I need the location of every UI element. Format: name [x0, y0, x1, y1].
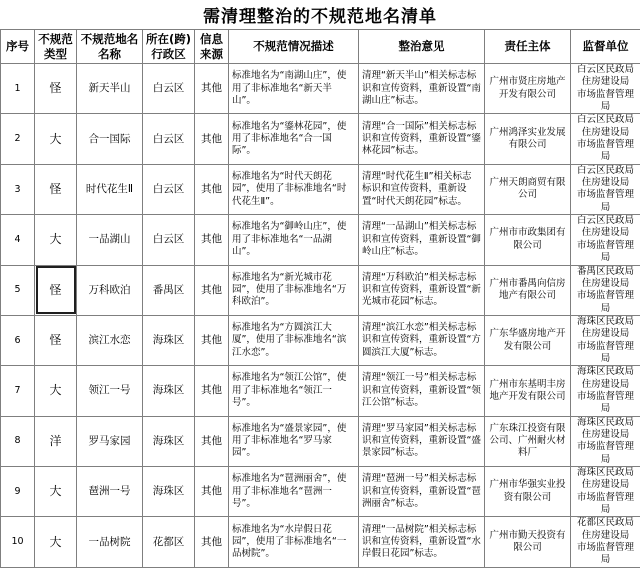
- supervisor-line: 住房建设局: [573, 530, 638, 542]
- supervisor-line: 市场监督管理局: [573, 139, 638, 164]
- cell-district[interactable]: 海珠区: [143, 467, 195, 517]
- supervisor-line: 海珠区民政局: [573, 366, 638, 378]
- cell-district[interactable]: 白云区: [143, 64, 195, 114]
- cell-seq[interactable]: 7: [1, 366, 35, 416]
- supervisor-line: 白云区民政局: [573, 114, 638, 126]
- table-row: [1, 517, 640, 567]
- cell-source[interactable]: 其他: [195, 64, 229, 114]
- cell-opinion[interactable]: 清理“琶洲一号”相关标志标识和宣传资料，重新设置“琶洲丽舍”标志。: [359, 467, 485, 517]
- cell-category[interactable]: 大: [35, 366, 77, 416]
- cell-description[interactable]: 标准地名为“鎏林花园”，使用了非标准地名“合一国际”。: [229, 114, 359, 164]
- supervisor-line: 住房建设局: [573, 429, 638, 441]
- cell-description[interactable]: 标准地名为“南湖山庄”，使用了非标准地名“新天半山”。: [229, 64, 359, 114]
- supervisor-line: 市场监督管理局: [573, 240, 638, 265]
- cell-seq[interactable]: 3: [1, 164, 35, 214]
- cell-supervisor[interactable]: [571, 315, 640, 365]
- cell-responsible[interactable]: 广东华盛房地产开发有限公司: [485, 315, 571, 365]
- cell-district[interactable]: 白云区: [143, 114, 195, 164]
- cell-description[interactable]: 标准地名为“时代天朗花园”，使用了非标准地名“时代花生Ⅱ”。: [229, 164, 359, 214]
- cell-name[interactable]: 罗马家园: [77, 416, 143, 466]
- cell-opinion[interactable]: 清理“领江一号”相关标志标识和宣传资料，重新设置“领江公馆”标志。: [359, 366, 485, 416]
- cell-name[interactable]: 万科欧泊: [77, 265, 143, 315]
- header-supervisor[interactable]: 监督单位: [571, 30, 640, 64]
- cell-source[interactable]: 其他: [195, 215, 229, 265]
- cell-source[interactable]: 其他: [195, 366, 229, 416]
- header-source-line2: 来源: [197, 47, 226, 61]
- header-district[interactable]: [143, 30, 195, 64]
- cell-category[interactable]: 怪: [35, 164, 77, 214]
- cell-supervisor[interactable]: [571, 164, 640, 214]
- cell-district[interactable]: 白云区: [143, 164, 195, 214]
- cell-description[interactable]: 标准地名为“水岸假日花园”，使用了非标准地名“一品树院”。: [229, 517, 359, 567]
- cell-name[interactable]: 新天半山: [77, 64, 143, 114]
- table-row: [1, 64, 640, 114]
- header-category[interactable]: [35, 30, 77, 64]
- supervisor-line: 市场监督管理局: [573, 391, 638, 416]
- header-name-line2: 名称: [79, 47, 140, 61]
- table-row: [1, 467, 640, 517]
- cell-source[interactable]: 其他: [195, 265, 229, 315]
- table-row: [1, 265, 640, 315]
- cell-source[interactable]: 其他: [195, 517, 229, 567]
- cell-seq[interactable]: 8: [1, 416, 35, 466]
- cell-supervisor[interactable]: [571, 114, 640, 164]
- cell-description[interactable]: 标准地名为“领江公馆”，使用了非标准地名“领江一号”。: [229, 366, 359, 416]
- cell-responsible[interactable]: 广州市华强实业投资有限公司: [485, 467, 571, 517]
- supervisor-line: 白云区民政局: [573, 215, 638, 227]
- supervisor-line: 海珠区民政局: [573, 417, 638, 429]
- cell-seq[interactable]: 9: [1, 467, 35, 517]
- cell-district[interactable]: 白云区: [143, 215, 195, 265]
- cell-supervisor[interactable]: [571, 467, 640, 517]
- cell-district[interactable]: 海珠区: [143, 366, 195, 416]
- table-row: [1, 416, 640, 466]
- cell-description[interactable]: 标准地名为“方圆滨江大厦”，使用了非标准地名“滨江水恋”。: [229, 315, 359, 365]
- cell-seq[interactable]: 1: [1, 64, 35, 114]
- cell-category[interactable]: 大: [35, 517, 77, 567]
- supervisor-line: 市场监督管理局: [573, 189, 638, 214]
- cell-name[interactable]: 领江一号: [77, 366, 143, 416]
- cell-responsible[interactable]: 广州鸿泽实业发展有限公司: [485, 114, 571, 164]
- header-category-line1: 不规范: [37, 32, 74, 46]
- cell-supervisor[interactable]: [571, 416, 640, 466]
- supervisor-line: 住房建设局: [573, 177, 638, 189]
- table-row: [1, 164, 640, 214]
- table-row: [1, 315, 640, 365]
- cell-name[interactable]: 一品湖山: [77, 215, 143, 265]
- cell-source[interactable]: 其他: [195, 416, 229, 466]
- header-opinion[interactable]: 整治意见: [359, 30, 485, 64]
- header-row: [1, 30, 640, 64]
- supervisor-line: 市场监督管理局: [573, 89, 638, 114]
- cell-opinion[interactable]: 清理“时代花生Ⅱ”相关标志标识和宣传资料，重新设置“时代天朗花园”标志。: [359, 164, 485, 214]
- cell-description[interactable]: 标准地名为“琶洲丽舍”，使用了非标准地名“琶洲一号”。: [229, 467, 359, 517]
- cell-opinion[interactable]: 清理“一品湖山”相关标志标识和宣传资料，重新设置“御岭山庄”标志。: [359, 215, 485, 265]
- cell-source[interactable]: 其他: [195, 467, 229, 517]
- cell-supervisor[interactable]: [571, 64, 640, 114]
- cell-district[interactable]: 花都区: [143, 517, 195, 567]
- header-description[interactable]: 不规范情况描述: [229, 30, 359, 64]
- supervisor-line: 住房建设局: [573, 328, 638, 340]
- supervisor-line: 市场监督管理局: [573, 542, 638, 567]
- header-district-line2: 行政区: [145, 47, 192, 61]
- supervisor-line: 市场监督管理局: [573, 290, 638, 315]
- header-district-line1: 所在(跨): [145, 32, 192, 46]
- cell-category[interactable]: 怪: [35, 315, 77, 365]
- cell-opinion[interactable]: 清理“一品树院”相关标志标识和宣传资料，重新设置“水岸假日花园”标志。: [359, 517, 485, 567]
- cell-district[interactable]: 海珠区: [143, 416, 195, 466]
- cell-responsible[interactable]: 广州市市政集团有限公司: [485, 215, 571, 265]
- supervisor-line: 市场监督管理局: [573, 441, 638, 466]
- header-source-line1: 信息: [197, 32, 226, 46]
- supervisor-line: 住房建设局: [573, 479, 638, 491]
- header-source[interactable]: [195, 30, 229, 64]
- cell-opinion[interactable]: 清理“万科欧泊”相关标志标识和宣传资料，重新设置“新光城市花园”标志。: [359, 265, 485, 315]
- supervisor-line: 市场监督管理局: [573, 341, 638, 366]
- cell-responsible[interactable]: 广州市东基明丰房地产开发有限公司: [485, 366, 571, 416]
- cell-name[interactable]: 合一国际: [77, 114, 143, 164]
- supervisor-line: 住房建设局: [573, 127, 638, 139]
- table-row: [1, 366, 640, 416]
- table-row: [1, 215, 640, 265]
- cell-category-selected[interactable]: 怪: [35, 265, 77, 315]
- cell-category[interactable]: 大: [35, 114, 77, 164]
- cell-district[interactable]: 番禺区: [143, 265, 195, 315]
- cell-supervisor[interactable]: [571, 265, 640, 315]
- supervisor-line: 白云区民政局: [573, 64, 638, 76]
- supervisor-line: 海珠区民政局: [573, 467, 638, 479]
- cell-seq[interactable]: 4: [1, 215, 35, 265]
- supervisor-line: 住房建设局: [573, 379, 638, 391]
- cell-name[interactable]: 一品树院: [77, 517, 143, 567]
- cell-name[interactable]: 滨江水恋: [77, 315, 143, 365]
- cell-description[interactable]: 标准地名为“御岭山庄”，使用了非标准地名“一品湖山”。: [229, 215, 359, 265]
- cell-description[interactable]: 标准地名为“新光城市花园”，使用了非标准地名“万科欧泊”。: [229, 265, 359, 315]
- supervisor-line: 海珠区民政局: [573, 316, 638, 328]
- supervisor-line: 花都区民政局: [573, 517, 638, 529]
- cell-category[interactable]: 大: [35, 215, 77, 265]
- supervisor-line: 住房建设局: [573, 227, 638, 239]
- cell-district[interactable]: 海珠区: [143, 315, 195, 365]
- cell-source[interactable]: 其他: [195, 114, 229, 164]
- cell-responsible[interactable]: 广州市番禺向信房地产有限公司: [485, 265, 571, 315]
- cell-seq[interactable]: 2: [1, 114, 35, 164]
- cell-seq[interactable]: 6: [1, 315, 35, 365]
- cell-seq[interactable]: 10: [1, 517, 35, 567]
- supervisor-line: 白云区民政局: [573, 165, 638, 177]
- cell-source[interactable]: 其他: [195, 164, 229, 214]
- header-name[interactable]: [77, 30, 143, 64]
- cell-category[interactable]: 洋: [35, 416, 77, 466]
- cell-opinion[interactable]: 清理“新天半山”相关标志标识和宣传资料，重新设置“南湖山庄”标志。: [359, 64, 485, 114]
- cell-description[interactable]: 标准地名为“盛景家园”，使用了非标准地名“罗马家园”。: [229, 416, 359, 466]
- cell-opinion[interactable]: 清理“滨江水恋”相关标志标识和宣传资料，重新设置“方圆滨江大厦”标志。: [359, 315, 485, 365]
- cell-responsible[interactable]: 广州市贤庄房地产开发有限公司: [485, 64, 571, 114]
- supervisor-line: 市场监督管理局: [573, 492, 638, 517]
- table-row: [1, 114, 640, 164]
- cell-responsible[interactable]: 广州市勤天投资有限公司: [485, 517, 571, 567]
- supervisor-line: 住房建设局: [573, 278, 638, 290]
- cell-category[interactable]: 大: [35, 467, 77, 517]
- supervisor-line: 番禺区民政局: [573, 266, 638, 278]
- header-seq[interactable]: 序号: [1, 30, 35, 64]
- cell-responsible[interactable]: 广州天朗商贸有限公司: [485, 164, 571, 214]
- cell-category[interactable]: 怪: [35, 64, 77, 114]
- cell-opinion[interactable]: 清理“合一国际”相关标志标识和宣传资料，重新设置“鎏林花园”标志。: [359, 114, 485, 164]
- header-responsible[interactable]: 责任主体: [485, 30, 571, 64]
- place-name-table: [0, 29, 640, 568]
- cell-source[interactable]: 其他: [195, 315, 229, 365]
- header-name-line1: 不规范地名: [79, 32, 140, 46]
- table-body: [1, 64, 640, 568]
- cell-name[interactable]: 时代花生Ⅱ: [77, 164, 143, 214]
- cell-seq[interactable]: 5: [1, 265, 35, 315]
- supervisor-line: 住房建设局: [573, 76, 638, 88]
- cell-opinion[interactable]: 清理“罗马家园”相关标志标识和宣传资料，重新设置“盛景家园”标志。: [359, 416, 485, 466]
- cell-supervisor[interactable]: [571, 215, 640, 265]
- document-title: 需清理整治的不规范地名清单: [0, 0, 640, 29]
- cell-responsible[interactable]: 广东珠江投资有限公司、广州耐火材料厂: [485, 416, 571, 466]
- cell-name[interactable]: 琶洲一号: [77, 467, 143, 517]
- cell-supervisor[interactable]: [571, 366, 640, 416]
- cell-supervisor[interactable]: [571, 517, 640, 567]
- header-category-line2: 类型: [37, 47, 74, 61]
